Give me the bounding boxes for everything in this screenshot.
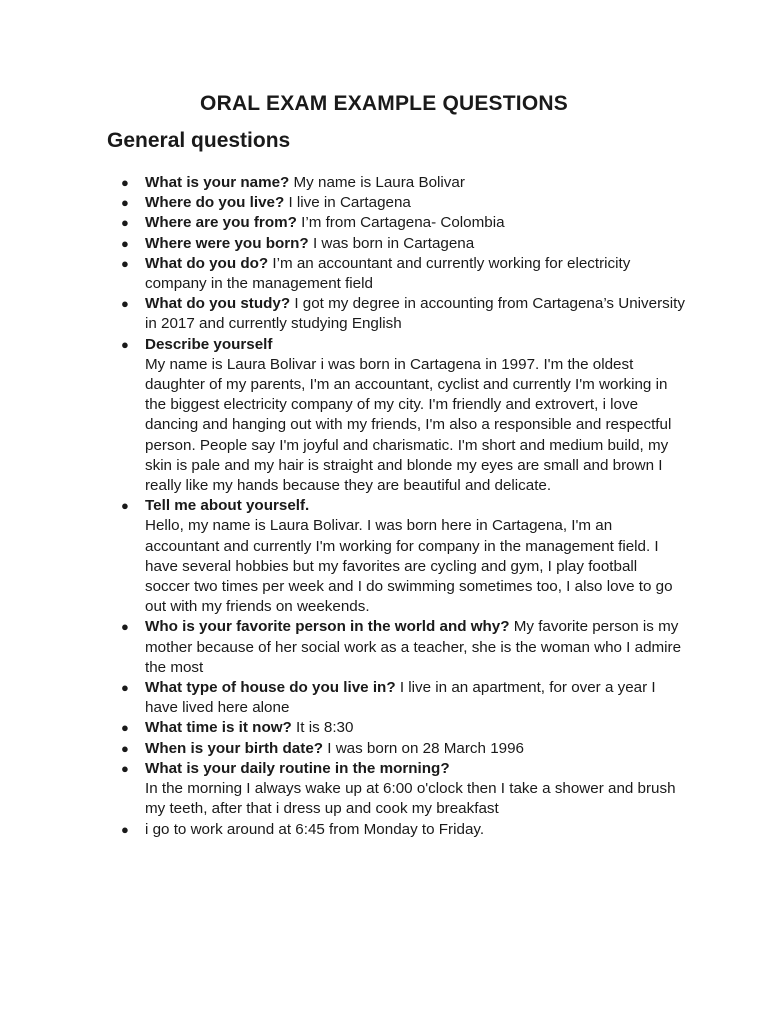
- document-title: ORAL EXAM EXAMPLE QUESTIONS: [200, 92, 568, 115]
- bullet-icon: ●: [121, 498, 129, 514]
- answer-text: I got my degree in accounting from Cartagena’s University in 2017 and currently studying English: [145, 295, 685, 333]
- question-text: What do you do?: [145, 254, 269, 272]
- answer-text: Hello, my name is Laura Bolivar. I was born here in Cartagena, I'm an accountant and currently I'm working for company in the management field. I have several hobbies but my favorites are cycling and gym, I play football soccer two times per week and I do swimming sometimes too, I also love to go out with my friends on weekends.: [145, 517, 673, 616]
- bullet-icon: ●: [121, 680, 129, 696]
- bullet-icon: ●: [121, 740, 129, 756]
- list-item: [121, 496, 685, 617]
- question-text: Where are you from?: [145, 214, 297, 232]
- list-item: [121, 617, 685, 678]
- list-item: [121, 759, 685, 820]
- bullet-icon: ●: [121, 720, 129, 736]
- question-text: What do you study?: [145, 295, 291, 313]
- answer-text: My name is Laura Bolivar: [289, 174, 465, 191]
- answer-text: My name is Laura Bolivar i was born in Cartagena in 1997. I'm the oldest daughter of my parents, I'm an accountant, cyclist and currently I'm working in the biggest electricity company of my city. I'm friendly and extrovert, i love dancing and hanging out with my friends, I'm also a responsible and respectful person. People say I'm joyful and charismatic. I'm short and medium build, my skin is pale and my hair is straight and blonde my eyes are small and brown I really like my hands because they are beautiful and delicate.: [145, 355, 672, 495]
- bullet-icon: ●: [121, 195, 129, 211]
- answer-text: I live in an apartment, for over a year I have lived here alone: [145, 679, 656, 717]
- question-text: Where were you born?: [145, 234, 309, 252]
- section-heading: General questions: [107, 129, 291, 152]
- list-item: [121, 718, 685, 738]
- question-text: What type of house do you live in?: [145, 679, 396, 697]
- bullet-icon: ●: [121, 619, 129, 635]
- bullet-icon: ●: [121, 821, 129, 837]
- list-item: [121, 234, 685, 254]
- bullet-icon: ●: [121, 215, 129, 231]
- question-text: What is your daily routine in the morning?: [145, 759, 450, 777]
- list-item: [121, 739, 685, 759]
- question-text: Who is your favorite person in the world and why?: [145, 618, 510, 636]
- list-item: [121, 173, 685, 193]
- list-item: [121, 678, 685, 718]
- bullet-icon: ●: [121, 296, 129, 312]
- answer-text: My favorite person is my mother because of her social work as a teacher, she is the woman who I admire the most: [145, 618, 682, 676]
- list-item: [121, 820, 685, 840]
- question-list: [121, 173, 685, 840]
- answer-text: I was born on 28 March 1996: [323, 739, 524, 757]
- list-item: [121, 254, 685, 294]
- answer-text: In the morning I always wake up at 6:00 o'clock then I take a shower and brush my teeth, after that i dress up and cook my breakfast: [145, 780, 676, 818]
- list-item: [121, 193, 685, 213]
- answer-text: I’m an accountant and currently working for electricity company in the management field: [145, 254, 631, 293]
- bullet-icon: ●: [121, 175, 129, 190]
- question-text: What time is it now?: [145, 719, 292, 737]
- bullet-icon: ●: [121, 255, 129, 271]
- list-item: [121, 213, 685, 233]
- question-text: What is your name?: [145, 174, 290, 191]
- question-text: Describe yourself: [145, 335, 273, 353]
- bullet-icon: ●: [121, 760, 129, 776]
- list-item: [121, 294, 685, 334]
- list-item: [121, 335, 685, 497]
- answer-text: I’m from Cartagena- Colombia: [296, 214, 505, 232]
- answer-text: It is 8:30: [291, 719, 354, 737]
- question-text: Where do you live?: [145, 194, 285, 212]
- answer-text: I was born in Cartagena: [308, 234, 475, 252]
- question-text: Tell me about yourself.: [145, 497, 310, 515]
- bullet-icon: ●: [121, 235, 129, 251]
- question-text: When is your birth date?: [145, 739, 324, 757]
- bullet-icon: ●: [121, 336, 129, 352]
- answer-text: i go to work around at 6:45 from Monday to Friday.: [145, 820, 485, 838]
- answer-text: I live in Cartagena: [284, 194, 411, 212]
